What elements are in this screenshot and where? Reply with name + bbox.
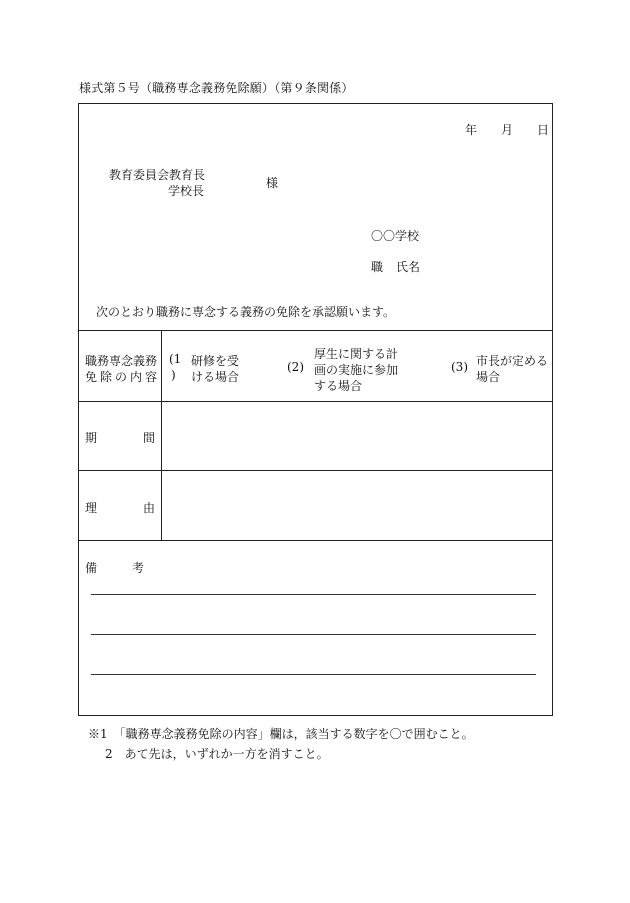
divider-reason <box>79 540 552 541</box>
period-label-a: 期 <box>85 431 98 445</box>
remarks-line-2[interactable] <box>91 634 536 635</box>
note-1: ※1 「職務専念義務免除の内容」欄は，該当する数字を〇で囲むこと。 <box>88 727 474 741</box>
name-label: 氏名 <box>396 260 421 274</box>
option-2-text-line3: する場合 <box>314 379 363 393</box>
option-1-number-a: (1 <box>169 352 182 366</box>
remarks-label-b: 考 <box>132 561 145 575</box>
form-title: 様式第５号（職務専念義務免除願）（第９条関係） <box>79 81 354 95</box>
reason-field[interactable] <box>163 472 551 539</box>
request-statement: 次のとおり職務に専念する義務の免除を承認願います。 <box>96 305 396 319</box>
position-label: 職 <box>371 260 384 274</box>
addressee-principal: 学校長 <box>168 184 205 198</box>
remarks-line-3[interactable] <box>91 674 536 675</box>
option-2-text-line2: 画の実施に参加 <box>314 363 399 377</box>
date-day-label: 日 <box>537 123 550 137</box>
date-year-label: 年 <box>465 123 478 137</box>
option-1-number-b: ) <box>171 368 176 382</box>
addressee-honorific: 様 <box>266 176 279 190</box>
label-column-divider <box>161 330 162 540</box>
reason-label-b: 由 <box>143 501 156 515</box>
period-label-b: 間 <box>143 431 156 445</box>
divider-period <box>79 470 552 471</box>
option-2-text-line1: 厚生に関する計 <box>314 347 399 361</box>
option-1-text-line1: 研修を受 <box>191 354 240 368</box>
divider-header <box>79 330 552 331</box>
note-2: 2 あて先は，いずれか一方を消すこと。 <box>105 747 329 761</box>
addressee-board-of-education: 教育委員会教育長 <box>109 168 206 182</box>
option-3-text-line1: 市長が定める <box>476 354 549 368</box>
school-name: 〇〇学校 <box>371 229 420 243</box>
remarks-line-1[interactable] <box>91 594 536 595</box>
option-3-number: (3) <box>451 360 468 374</box>
period-field[interactable] <box>163 402 551 469</box>
option-1-text-line2: ける場合 <box>191 370 240 384</box>
content-label-line2: 免除の内容 <box>85 370 161 384</box>
option-3-text-line2: 場合 <box>476 370 501 384</box>
content-label-line1: 職務専念義務 <box>85 354 158 368</box>
application-form <box>78 103 553 716</box>
reason-label-a: 理 <box>85 501 98 515</box>
remarks-label-a: 備 <box>85 561 98 575</box>
option-2-number: (2) <box>287 360 304 374</box>
date-month-label: 月 <box>501 123 514 137</box>
